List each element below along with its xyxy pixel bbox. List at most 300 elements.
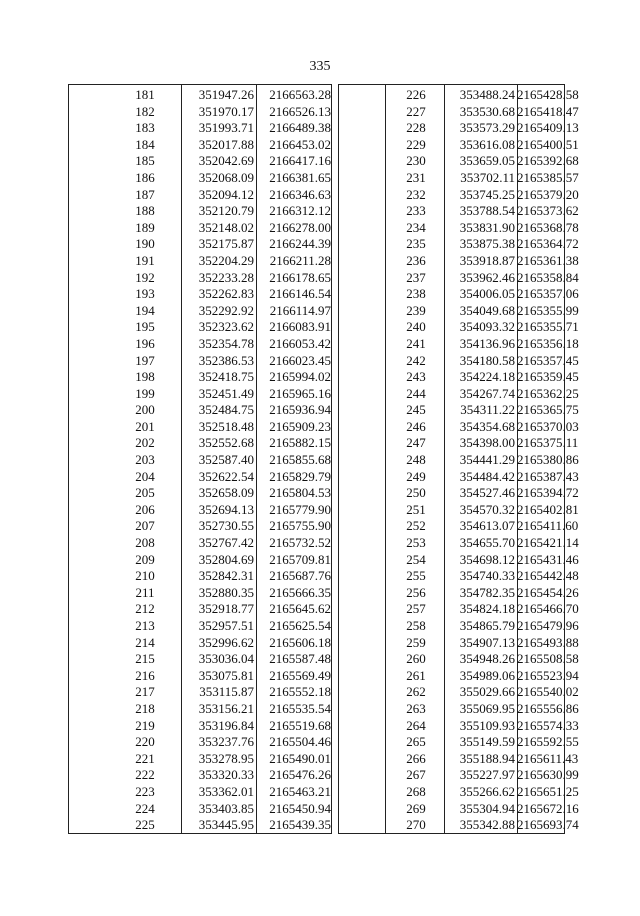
table-row (69, 552, 331, 569)
point-number: 199 (135, 385, 155, 401)
y-coordinate: 2165442.48 (517, 568, 579, 584)
y-coordinate: 2166312.12 (269, 203, 331, 219)
y-coordinate: 2165365.75 (517, 402, 579, 418)
x-coordinate: 352694.13 (198, 501, 254, 517)
point-number: 234 (406, 219, 426, 235)
table-row (339, 203, 579, 220)
table-row (339, 236, 579, 253)
point-number: 212 (135, 601, 155, 617)
point-number: 183 (135, 120, 155, 136)
x-coordinate: 352842.31 (198, 568, 254, 584)
table-row (69, 236, 331, 253)
x-coordinate: 352175.87 (198, 236, 254, 252)
table-row (69, 369, 331, 386)
point-number: 233 (406, 203, 426, 219)
point-number: 260 (406, 651, 426, 667)
y-coordinate: 2165587.48 (269, 651, 331, 667)
y-coordinate: 2165709.81 (269, 551, 331, 567)
point-number: 244 (406, 385, 426, 401)
x-coordinate: 354570.32 (459, 501, 515, 517)
table-row (339, 136, 579, 154)
table-row (339, 518, 579, 535)
table-row (339, 186, 579, 204)
table-row (339, 319, 579, 336)
y-coordinate: 2166244.39 (269, 236, 331, 252)
table-row (69, 104, 331, 121)
point-number: 189 (135, 219, 155, 235)
y-coordinate: 2166114.97 (269, 302, 331, 318)
point-number: 194 (135, 302, 155, 318)
x-coordinate: 353362.01 (198, 783, 254, 799)
y-coordinate: 2165359.45 (517, 369, 579, 385)
table-row (69, 684, 331, 701)
y-coordinate: 2165693.74 (517, 817, 579, 833)
point-number: 191 (135, 252, 155, 268)
x-coordinate: 355069.95 (459, 700, 515, 716)
point-number: 202 (135, 435, 155, 451)
x-coordinate: 353918.87 (459, 252, 515, 268)
x-coordinate: 354006.05 (459, 286, 515, 302)
table-row (69, 402, 331, 419)
point-number: 225 (135, 817, 155, 833)
y-coordinate: 2166053.42 (269, 335, 331, 351)
point-number: 238 (406, 286, 426, 302)
point-number: 182 (135, 103, 155, 119)
point-number: 223 (135, 783, 155, 799)
y-coordinate: 2165909.23 (269, 418, 331, 434)
x-coordinate: 352451.49 (198, 385, 254, 401)
table-row (339, 634, 579, 652)
y-coordinate: 2165755.90 (269, 518, 331, 534)
x-coordinate: 354948.26 (459, 651, 515, 667)
x-coordinate: 352418.75 (198, 369, 254, 385)
x-coordinate: 354527.46 (459, 485, 515, 501)
point-number: 187 (135, 186, 155, 202)
y-coordinate: 2165373.62 (517, 203, 579, 219)
table-row (69, 767, 331, 784)
y-coordinate: 2165368.78 (517, 219, 579, 235)
point-number: 270 (406, 817, 426, 833)
x-coordinate: 352518.48 (198, 418, 254, 434)
table-row (339, 418, 579, 436)
x-coordinate: 352386.53 (198, 352, 254, 368)
x-coordinate: 354698.12 (459, 551, 515, 567)
x-coordinate: 354180.58 (459, 352, 515, 368)
table-row (69, 601, 331, 618)
x-coordinate: 353616.08 (459, 136, 515, 152)
y-coordinate: 2165855.68 (269, 452, 331, 468)
y-coordinate: 2165535.54 (269, 700, 331, 716)
table-row (339, 385, 579, 403)
table-row (69, 751, 331, 768)
y-coordinate: 2165379.20 (517, 186, 579, 202)
point-number: 200 (135, 402, 155, 418)
x-coordinate: 352484.75 (198, 402, 254, 418)
point-number: 256 (406, 584, 426, 600)
table-row (339, 286, 579, 303)
y-coordinate: 2165385.57 (517, 169, 579, 185)
y-coordinate: 2165829.79 (269, 468, 331, 484)
point-number: 242 (406, 352, 426, 368)
y-coordinate: 2165965.16 (269, 385, 331, 401)
x-coordinate: 352233.28 (198, 269, 254, 285)
x-coordinate: 352148.02 (198, 219, 254, 235)
point-number: 266 (406, 750, 426, 766)
x-coordinate: 354136.96 (459, 335, 515, 351)
x-coordinate: 351970.17 (198, 103, 254, 119)
point-number: 257 (406, 601, 426, 617)
x-coordinate: 353702.11 (460, 169, 515, 185)
table-row (69, 469, 331, 486)
table-row (339, 783, 579, 801)
y-coordinate: 2165645.62 (269, 601, 331, 617)
point-number: 216 (135, 667, 155, 683)
x-coordinate: 354267.74 (459, 385, 515, 401)
point-number: 203 (135, 452, 155, 468)
y-coordinate: 2165380.86 (517, 452, 579, 468)
y-coordinate: 2166346.63 (269, 186, 331, 202)
point-number: 185 (135, 153, 155, 169)
table-row (69, 784, 331, 801)
x-coordinate: 354484.42 (459, 468, 515, 484)
table-row (69, 668, 331, 685)
x-coordinate: 354655.70 (459, 535, 515, 551)
x-coordinate: 353573.29 (459, 120, 515, 136)
y-coordinate: 2166023.45 (269, 352, 331, 368)
point-number: 239 (406, 302, 426, 318)
y-coordinate: 2165519.68 (269, 717, 331, 733)
x-coordinate: 352204.29 (198, 252, 254, 268)
y-coordinate: 2165779.90 (269, 501, 331, 517)
table-row (69, 120, 331, 137)
table-row (339, 468, 579, 486)
table-row (339, 153, 579, 170)
point-number: 269 (406, 800, 426, 816)
point-number: 204 (135, 468, 155, 484)
x-coordinate: 355342.88 (459, 817, 515, 833)
y-coordinate: 2165375.11 (517, 435, 579, 451)
table-row (69, 153, 331, 170)
y-coordinate: 2165540.02 (517, 684, 579, 700)
y-coordinate: 2165439.35 (269, 817, 331, 833)
point-number: 249 (406, 468, 426, 484)
table-row (339, 352, 579, 370)
y-coordinate: 2165358.84 (517, 269, 579, 285)
x-coordinate: 354865.79 (459, 618, 515, 633)
point-number: 241 (406, 335, 426, 351)
table-row (339, 667, 579, 685)
y-coordinate: 2165994.02 (269, 369, 331, 385)
x-coordinate: 352767.42 (198, 535, 254, 551)
point-number: 237 (406, 269, 426, 285)
x-coordinate: 352292.92 (198, 302, 254, 318)
table-row (339, 402, 579, 419)
point-number: 190 (135, 236, 155, 252)
y-coordinate: 2165574.33 (517, 717, 579, 733)
point-number: 192 (135, 269, 155, 285)
point-number: 205 (135, 485, 155, 501)
point-number: 250 (406, 485, 426, 501)
y-coordinate: 2165672.16 (517, 800, 579, 816)
point-number: 218 (135, 700, 155, 716)
point-number: 268 (406, 783, 426, 799)
y-coordinate: 2166083.91 (269, 319, 331, 335)
point-number: 246 (406, 418, 426, 434)
x-coordinate: 353831.90 (459, 219, 515, 235)
table-row (69, 518, 331, 535)
table-row (69, 270, 331, 287)
y-coordinate: 2166278.00 (269, 219, 331, 235)
table-row (339, 335, 579, 353)
point-number: 245 (406, 402, 426, 418)
y-coordinate: 2165402.81 (517, 501, 579, 517)
x-coordinate: 352918.77 (198, 601, 254, 617)
x-coordinate: 353745.25 (459, 186, 515, 202)
x-coordinate: 353278.95 (198, 750, 254, 766)
x-coordinate: 355304.94 (459, 800, 515, 816)
x-coordinate: 352622.54 (198, 468, 254, 484)
y-coordinate: 2165361.38 (517, 252, 579, 268)
point-number: 253 (406, 535, 426, 551)
x-coordinate: 352017.88 (198, 136, 254, 152)
x-coordinate: 354907.13 (459, 634, 515, 650)
y-coordinate: 2165387.43 (517, 468, 579, 484)
y-coordinate: 2166489.38 (269, 120, 331, 136)
x-coordinate: 354224.18 (459, 369, 515, 385)
x-coordinate: 354049.68 (459, 302, 515, 318)
y-coordinate: 2166453.02 (269, 136, 331, 152)
y-coordinate: 2165428.58 (517, 87, 579, 102)
x-coordinate: 354093.32 (459, 319, 515, 335)
point-number: 263 (406, 700, 426, 716)
table-row (339, 651, 579, 668)
table-row (69, 170, 331, 187)
y-coordinate: 2166381.65 (269, 169, 331, 185)
y-coordinate: 2165882.15 (269, 435, 331, 451)
x-coordinate: 353115.87 (199, 684, 254, 700)
y-coordinate: 2165362.25 (517, 385, 579, 401)
table-row (339, 435, 579, 452)
right-table-rows (339, 87, 579, 834)
x-coordinate: 352042.69 (198, 153, 254, 169)
y-coordinate: 2165569.49 (269, 667, 331, 683)
y-coordinate: 2165630.99 (517, 767, 579, 783)
point-number: 195 (135, 319, 155, 335)
x-coordinate: 353196.84 (198, 717, 254, 733)
table-row (339, 767, 579, 784)
table-row (339, 120, 579, 137)
y-coordinate: 2165466.70 (517, 601, 579, 617)
table-row (339, 219, 579, 237)
table-row (69, 701, 331, 718)
table-row (339, 103, 579, 121)
table-row (339, 734, 579, 751)
table-row (69, 253, 331, 270)
table-row (339, 700, 579, 718)
x-coordinate: 354441.29 (459, 452, 515, 468)
table-row (69, 651, 331, 668)
point-number: 229 (406, 136, 426, 152)
table-row (339, 684, 579, 701)
table-row (69, 535, 331, 552)
point-number: 201 (135, 418, 155, 434)
x-coordinate: 352730.55 (198, 518, 254, 534)
x-coordinate: 351993.71 (198, 120, 254, 136)
table-row (339, 551, 579, 569)
point-number: 255 (406, 568, 426, 584)
point-number: 254 (406, 551, 426, 567)
x-coordinate: 352996.62 (198, 634, 254, 650)
y-coordinate: 2165400.51 (517, 136, 579, 152)
point-number: 213 (135, 618, 155, 633)
point-number: 188 (135, 203, 155, 219)
y-coordinate: 2165421.14 (517, 535, 579, 551)
point-number: 209 (135, 551, 155, 567)
table-row (339, 568, 579, 585)
table-row (69, 203, 331, 220)
point-number: 228 (406, 120, 426, 136)
y-coordinate: 2165370.03 (517, 418, 579, 434)
point-number: 215 (135, 651, 155, 667)
y-coordinate: 2165687.76 (269, 568, 331, 584)
point-number: 231 (406, 169, 426, 185)
table-row (69, 137, 331, 154)
y-coordinate: 2165552.18 (269, 684, 331, 700)
right-coordinate-table (338, 84, 579, 834)
x-coordinate: 355266.62 (459, 783, 515, 799)
table-row (69, 817, 331, 834)
point-number: 232 (406, 186, 426, 202)
table-row (69, 734, 331, 751)
point-number: 235 (406, 236, 426, 252)
point-number: 261 (406, 667, 426, 683)
x-coordinate: 352094.12 (198, 186, 254, 202)
y-coordinate: 2165364.72 (517, 236, 579, 252)
table-row (69, 485, 331, 502)
table-row (69, 336, 331, 353)
x-coordinate: 355029.66 (459, 684, 515, 700)
table-row (69, 452, 331, 469)
y-coordinate: 2165356.18 (517, 335, 579, 351)
y-coordinate: 2165490.01 (269, 750, 331, 766)
table-row (69, 585, 331, 602)
x-coordinate: 352552.68 (198, 435, 254, 451)
y-coordinate: 2165666.35 (269, 584, 331, 600)
point-number: 247 (406, 435, 426, 451)
x-coordinate: 352354.78 (198, 335, 254, 351)
point-number: 181 (135, 87, 155, 102)
y-coordinate: 2166211.28 (269, 252, 331, 268)
y-coordinate: 2166146.54 (269, 286, 331, 302)
table-row (69, 635, 331, 652)
x-coordinate: 353403.85 (198, 800, 254, 816)
y-coordinate: 2166526.13 (269, 103, 331, 119)
y-coordinate: 2165411.60 (517, 518, 579, 534)
point-number: 184 (135, 136, 155, 152)
y-coordinate: 2166178.65 (269, 269, 331, 285)
point-number: 248 (406, 452, 426, 468)
point-number: 258 (406, 618, 426, 633)
y-coordinate: 2165476.26 (269, 767, 331, 783)
x-coordinate: 354311.22 (460, 402, 515, 418)
x-coordinate: 353156.21 (198, 700, 254, 716)
x-coordinate: 355109.93 (459, 717, 515, 733)
point-number: 197 (135, 352, 155, 368)
point-number: 236 (406, 252, 426, 268)
table-row (339, 584, 579, 602)
y-coordinate: 2165504.46 (269, 734, 331, 750)
table-row (69, 353, 331, 370)
y-coordinate: 2166563.28 (269, 87, 331, 102)
point-number: 240 (406, 319, 426, 335)
x-coordinate: 352120.79 (198, 203, 254, 219)
y-coordinate: 2165355.71 (517, 319, 579, 335)
y-coordinate: 2165355.99 (517, 302, 579, 318)
y-coordinate: 2165556.86 (517, 700, 579, 716)
point-number: 264 (406, 717, 426, 733)
y-coordinate: 2165357.45 (517, 352, 579, 368)
table-row (339, 302, 579, 320)
x-coordinate: 355227.97 (459, 767, 515, 783)
table-row (339, 252, 579, 270)
point-number: 186 (135, 169, 155, 185)
table-row (339, 169, 579, 187)
y-coordinate: 2165454.26 (517, 584, 579, 600)
left-table-rows (69, 87, 331, 834)
x-coordinate: 354824.18 (459, 601, 515, 617)
table-row (69, 419, 331, 436)
x-coordinate: 353788.54 (459, 203, 515, 219)
point-number: 265 (406, 734, 426, 750)
y-coordinate: 2165523.94 (517, 667, 579, 683)
x-coordinate: 353036.04 (198, 651, 254, 667)
point-number: 221 (135, 750, 155, 766)
table-row (69, 435, 331, 452)
y-coordinate: 2165409.13 (517, 120, 579, 136)
point-number: 224 (135, 800, 155, 816)
x-coordinate: 352880.35 (198, 584, 254, 600)
page-number: 335 (309, 59, 331, 74)
x-coordinate: 353445.95 (198, 817, 254, 833)
point-number: 211 (135, 584, 155, 600)
point-number: 251 (406, 501, 426, 517)
point-number: 226 (406, 87, 426, 102)
y-coordinate: 2165732.52 (269, 535, 331, 551)
x-coordinate: 354613.07 (459, 518, 515, 534)
table-row (69, 303, 331, 320)
point-number: 230 (406, 153, 426, 169)
table-row (69, 801, 331, 818)
x-coordinate: 352587.40 (198, 452, 254, 468)
point-number: 207 (135, 518, 155, 534)
table-row (69, 319, 331, 336)
table-row (69, 718, 331, 735)
y-coordinate: 2165479.96 (517, 618, 579, 633)
x-coordinate: 352068.09 (198, 169, 254, 185)
point-number: 219 (135, 717, 155, 733)
y-coordinate: 2165804.53 (269, 485, 331, 501)
x-coordinate: 354740.33 (459, 568, 515, 584)
table-row (339, 817, 579, 834)
table-row (69, 187, 331, 204)
table-row (339, 601, 579, 618)
x-coordinate: 353659.05 (459, 153, 515, 169)
y-coordinate: 2165463.21 (269, 783, 331, 799)
x-coordinate: 354398.00 (459, 435, 515, 451)
x-coordinate: 353488.24 (459, 87, 515, 102)
point-number: 208 (135, 535, 155, 551)
y-coordinate: 2165592.55 (517, 734, 579, 750)
